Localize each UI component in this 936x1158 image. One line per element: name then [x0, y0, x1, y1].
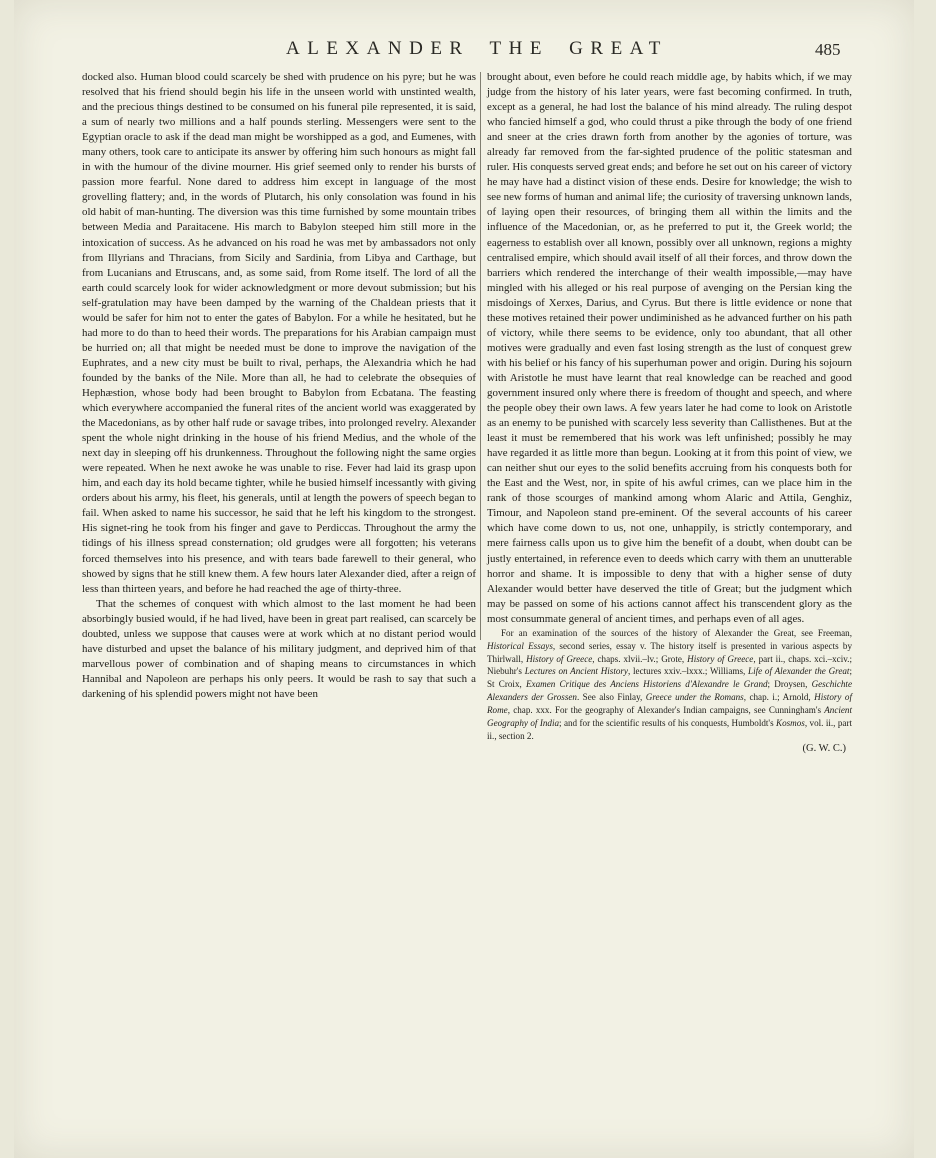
page-header — [0, 38, 936, 68]
column-divider — [480, 72, 481, 640]
author-initials: (G. W. C.) — [802, 742, 846, 754]
left-column — [82, 70, 476, 702]
right-column — [487, 70, 852, 756]
paragraph: docked also. Human blood could scarcely be shed with prudence on his pyre; but he was resolved that his friend should begin his life in the unseen world with unstinted wealth, and the precious things destined to be consumed on his funeral pile represented, it is said, a sum of nearly two millions and a half pounds sterling. Messengers were sent to the Egyptian oracle to ask if the dead man might be worshipped as a god, and Eumenes, with many others, took care to anticipate its answer by offering him such honours as might fall in with the humour of the divine mourner. His grief seemed only to render his bursts of passion more fearful. None dared to address him except in language of the most grovelling flattery; and, in the words of Plutarch, his only consolation was found in his old habit of man-hunting. The diversion was this time furnished by some mountain tribes between Media and Paraitacene. His march to Babylon steeped him still more in the intoxication of success. As he advanced on his road he was met by ambassadors not only from Illyrians and Thracians, from Sicily and Sardinia, from Libya and Carthage, but from Lucanians and Etruscans, and, as some said, from Rome itself. The lord of all the earth could scarcely look for wider acknowledgment or more devout submission; but his self-gratulation may have been damped by the warning of the Chaldean priests that it would be safer for him not to enter the gates of Babylon. For a while he hesitated, but he had more to do than to heed their words. The preparations for his Arabian campaign must be hurried on; all that might be needed must be done to improve the navigation of the Euphrates, and a new city must be built to rival, perhaps, the Alexandria which he had founded by the banks of the Nile. More than all, he had to celebrate the obsequies of Hephæstion, whose body had been brought to Babylon from Ecbatana. The feasting which everywhere accompanied the funeral rites of the ancient world was exaggerated by the Macedonians, as by other half rude or savage tribes, into prolonged revelry. Alexander spent the whole night drinking in the house of his friend Medius, and the whole of the next day in sleeping off his drunkenness. Throughout the following night the same orgies were repeated. When he next awoke he was unable to rise. Fever had laid its grasp upon him, and each day its hold became tighter, while he busied himself incessantly with giving orders about his army, his fleet, his generals, until at length the powers of speech began to fail. When asked to name his successor, he said that he left his kingdom to the strongest. His signet-ring he took from his finger and gave to Perdiccas. Throughout the army the tidings of his illness spread consternation; old grudges were all forgotten; his veterans forced themselves into his presence, and with tears bade farewell to their general, who showed by signs that he still knew them. A few hours later Alexander died, after a reign of less than thirteen years, and before he had reached the age of thirty-three. — [82, 71, 476, 595]
page-number: 485 — [815, 40, 841, 59]
paragraph: That the schemes of conquest with which almost to the last moment he had been absorbingly busied would, if he had lived, have been in great part realised, can scarcely be doubted, unless we suppose that causes were at work which at no distant period would have disturbed and upset the balance of his military judgment, and deprived him of that marvellous power of combination and of shaping means to circumstances in which Hannibal and Napoleon are perhaps his only peers. It would be rash to say that such a darkening of his splendid powers might not have been — [82, 597, 476, 700]
paragraph: brought about, even before he could reach middle age, by habits which, if we may judge from the history of his later years, were fast becoming confirmed. In truth, except as a general, he had lost the balance of his mind already. The ruling despot who fancied himself a god, who could thrust a pike through the body of one friend and sneer at the cries drawn forth from another by the agonies of torture, was already far removed from the far-sighted prudence of the politic statesman and ruler. His conquests served great ends; and before he set out on his career of victory he may have had a distinct vision of these ends. Desire for knowledge; the wish to see new forms of human and animal life; the curiosity of traversing unknown lands, of laying open their resources, of bringing them all within the limits and the influence of the Macedonian, or, as he preferred to put it, the Greek world; the eagerness to establish over all known, possibly over all unknown, regions a mighty centralised empire, which should avail itself of all their forces, and throw down the barriers which rendered the interchange of their wealth impossible,—may have mingled with his alleged or his real purpose of avenging on the Persian king the misdoings of Xerxes, Darius, and Cyrus. But there is little evidence or none that these motives retained their power undiminished as he advanced further on his path of victory, while there seems to be evidence, only too abundant, that all other motives were gradually and even fast losing strength as the lust of conquest grew with his belief or his fancy of his superhuman power and origin. During his sojourn with Aristotle he must have learnt that real knowledge can be reached and good government insured only where there is freedom of thought and speech, and where the people obey their own laws. A few years later he had come to look on Aristotle as an enemy to be punished with scarcely less severity than Callisthenes. But at the least it must be remembered that his work was left unfinished; possibly he may have regarded it as little more than begun. Looking at it from this point of view, we can neither shut our eyes to the solid benefits accruing from his conquests both for the East and the West, nor, in spite of his awful crimes, can we place him in the rank of those scourges of mankind among whom Alaric and Attila, Genghiz, Timour, and Napoleon stand pre-eminent. Of the several accounts of his career which have come down to us, not one, unhappily, is strictly contemporary, and mere fairness calls upon us to give him the benefit of a doubt, when doubt can be justly entertained, in reference even to deeds which carry with them an unutterable horror and shame. It is impossible to deny that with a higher sense of duty Alexander would better have deserved the title of Great; but the judgment which may be passed on some of his actions cannot affect his transcendent glory as the most consummate general of ancient times, and perhaps even of all ages. — [487, 71, 852, 625]
bibliography-footnote: For an examination of the sources of the history of Alexander the Great, see Freeman, Historical Essays, second series, essay v. The history itself is presented in various aspects by Thirlwall, History of Greece, chaps. xlvii.–lv.; Grote, History of Greece, part ii., chaps. xci.–xciv.; Niebuhr's Lectures on Ancient History, lectures xxiv.–lxxx.; Williams, Life of Alexander the Great; St Croix, Examen Critique des Anciens Historiens d'Alexandre le Grand; Droysen, Geschichte Alexanders der Grossen. See also Finlay, Greece under the Romans, chap. i.; Arnold, History of Rome, chap. xxx. For the geography of Alexander's Indian campaigns, see Cunningham's Ancient Geography of India; and for the scientific results of his conquests, Humboldt's Kosmos, vol. ii., part ii., section 2. — [487, 627, 853, 741]
running-title: ALEXANDER THE GREAT — [286, 38, 668, 59]
